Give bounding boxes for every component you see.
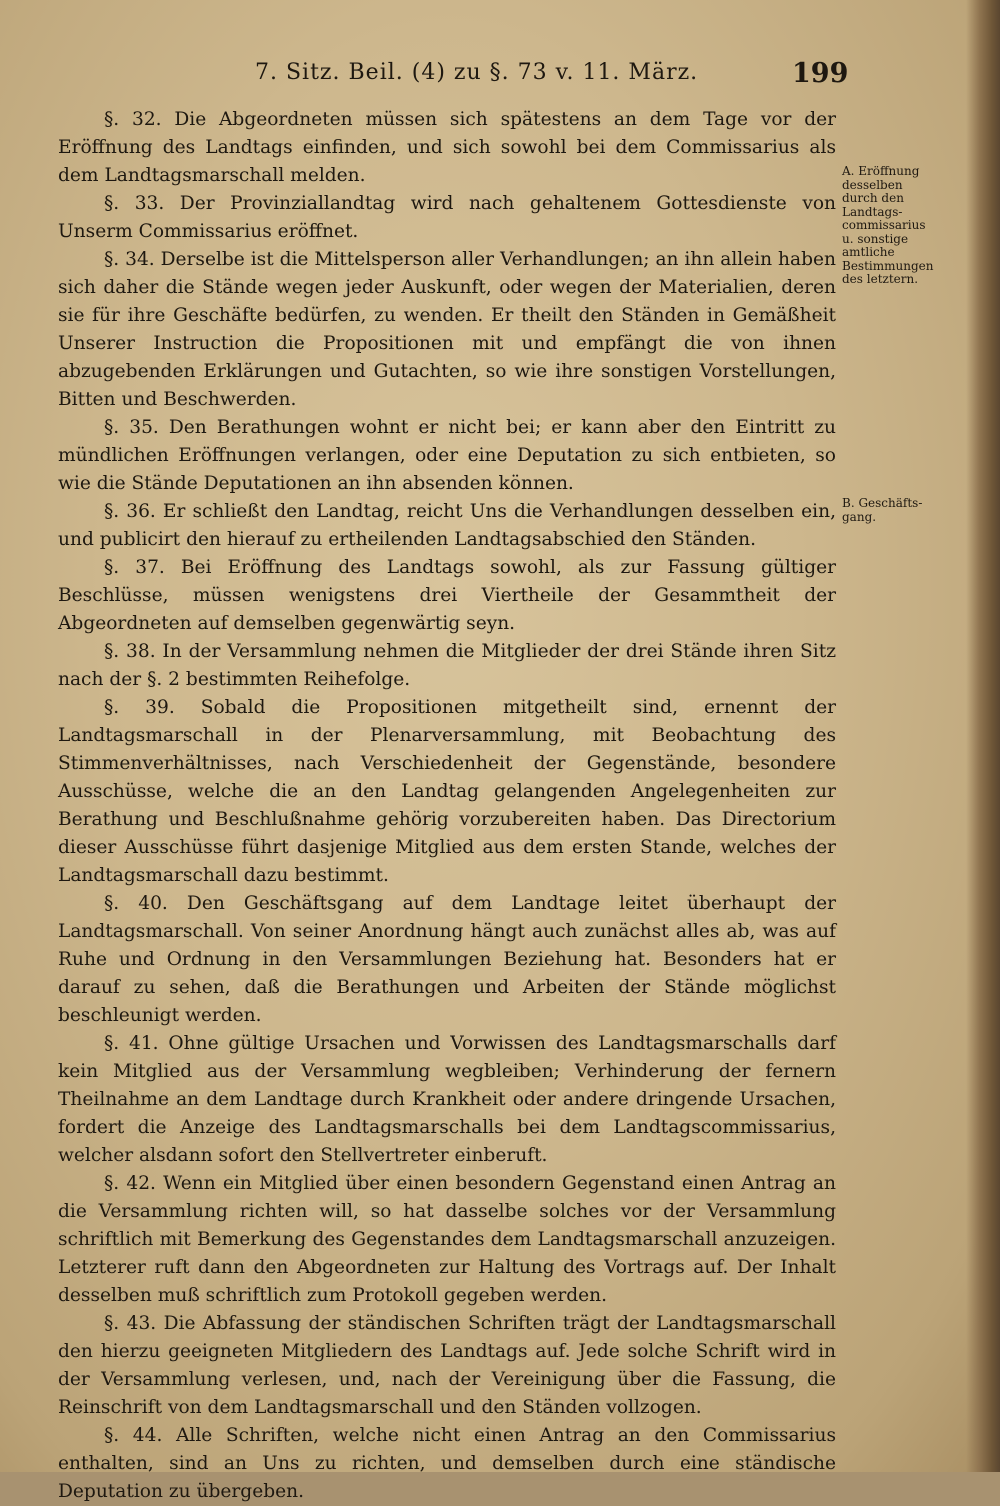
page-number: 199: [792, 58, 849, 89]
paragraph-33: §. 33. Der Provinziallandtag wird nach gehaltenem Gottesdienste von Unserm Commissarius eröffnet.: [58, 193, 836, 242]
paragraph-41: §. 41. Ohne gültige Ursachen und Vorwissen des Landtagsmarschalls darf kein Mitglied aus der Versammlung wegbleiben; Verhinderung der fernern Theilnahme an dem Landtage durch Krankheit oder andere dringende Ursachen, fordert die Anzeige des Landtagsmarschalls bei dem Landtagscommissarius, welcher alsdann sofort den Stellvertreter einberuft.: [58, 1033, 836, 1166]
paragraph-37: §. 37. Bei Eröffnung des Landtags sowohl, als zur Fassung gültiger Beschlüsse, müssen wenigstens drei Viertheile der Gesammtheit der Abgeordneten auf demselben gegenwärtig seyn.: [58, 557, 836, 634]
paragraph-39: §. 39. Sobald die Propositionen mitgetheilt sind, ernennt der Landtagsmarschall in der Plenarversammlung, mit Beobachtung des Stimmenverhältnisses, nach Verschiedenheit der Gegenstände, besondere Ausschüsse, welche die an den Landtag gelangenden Angelegenheiten zur Berathung und Beschlußnahme gehörig vorzubereiten haben. Das Directorium dieser Ausschüsse führt dasjenige Mitglied aus dem ersten Stande, welches der Landtagsmarschall dazu bestimmt.: [58, 697, 836, 886]
paragraph-43: §. 43. Die Abfassung der ständischen Schriften trägt der Landtagsmarschall den hierzu geeigneten Mitgliedern des Landtags auf. Jede solche Schrift wird in der Versammlung verlesen, und, nach der Vereinigung über die Fassung, die Reinschrift von dem Landtagsmarschall und den Ständen vollzogen.: [58, 1313, 836, 1418]
paragraph-32: §. 32. Die Abgeordneten müssen sich spätestens an dem Tage vor der Eröffnung des Landtags einfinden, und sich sowohl bei dem Commissarius als dem Landtagsmarschall melden.: [58, 109, 836, 186]
paragraph-35: §. 35. Den Berathungen wohnt er nicht bei; er kann aber den Eintritt zu mündlichen Eröffnungen verlangen, oder eine Deputation zu sich entbieten, so wie die Stände Deputationen an ihn absenden können.: [58, 417, 836, 494]
paragraph-44: §. 44. Alle Schriften, welche nicht einen Antrag an den Commissarius enthalten, sind an Uns zu richten, und demselben durch eine ständische Deputation zu übergeben.: [58, 1425, 836, 1502]
margin-note-b: B. Geschäfts-gang.: [842, 496, 923, 524]
margin-note-a: A. Eröffnung desselben durch den Landtags-commissarius u. sonstige amtliche Bestimmungen des letztern.: [842, 164, 934, 286]
paragraph-40: §. 40. Den Geschäftsgang auf dem Landtage leitet überhaupt der Landtagsmarschall. Von seiner Anordnung hängt auch zunächst alles ab, was auf Ruhe und Ordnung in den Versammlungen Beziehung hat. Besonders hat er darauf zu sehen, daß die Berathungen und Arbeiten der Stände möglichst beschleunigt werden.: [58, 893, 836, 1026]
page-binding-edge: [966, 0, 1000, 1472]
paragraph-36: §. 36. Er schließt den Landtag, reicht Uns die Verhandlungen desselben ein, und publicirt den hierauf zu ertheilenden Landtagsabschied den Ständen.: [58, 501, 836, 550]
running-header: 7. Sitz. Beil. (4) zu §. 73 v. 11. März.: [255, 60, 699, 85]
page-body: [58, 106, 836, 1506]
paragraph-42: §. 42. Wenn ein Mitglied über einen besondern Gegenstand einen Antrag an die Versammlung richten will, so hat dasselbe solches vor der Versammlung schriftlich mit Bemerkung des Gegenstandes dem Landtagsmarschall anzuzeigen. Letzterer ruft dann den Abgeordneten zur Haltung des Vortrags auf. Der Inhalt desselben muß schriftlich zum Protokoll gegeben werden.: [58, 1173, 836, 1306]
paragraph-34: §. 34. Derselbe ist die Mittelsperson aller Verhandlungen; an ihn allein haben sich daher die Stände wegen jeder Auskunft, oder wegen der Materialien, deren sie für ihre Geschäfte bedürfen, zu wenden. Er theilt den Ständen in Gemäßheit Unserer Instruction die Propositionen mit und empfängt die von ihnen abzugebenden Erklärungen und Gutachten, so wie ihre sonstigen Vorstellungen, Bitten und Beschwerden.: [58, 249, 837, 410]
paragraph-38: §. 38. In der Versammlung nehmen die Mitglieder der drei Stände ihren Sitz nach der §. 2 bestimmten Reihefolge.: [58, 641, 836, 690]
